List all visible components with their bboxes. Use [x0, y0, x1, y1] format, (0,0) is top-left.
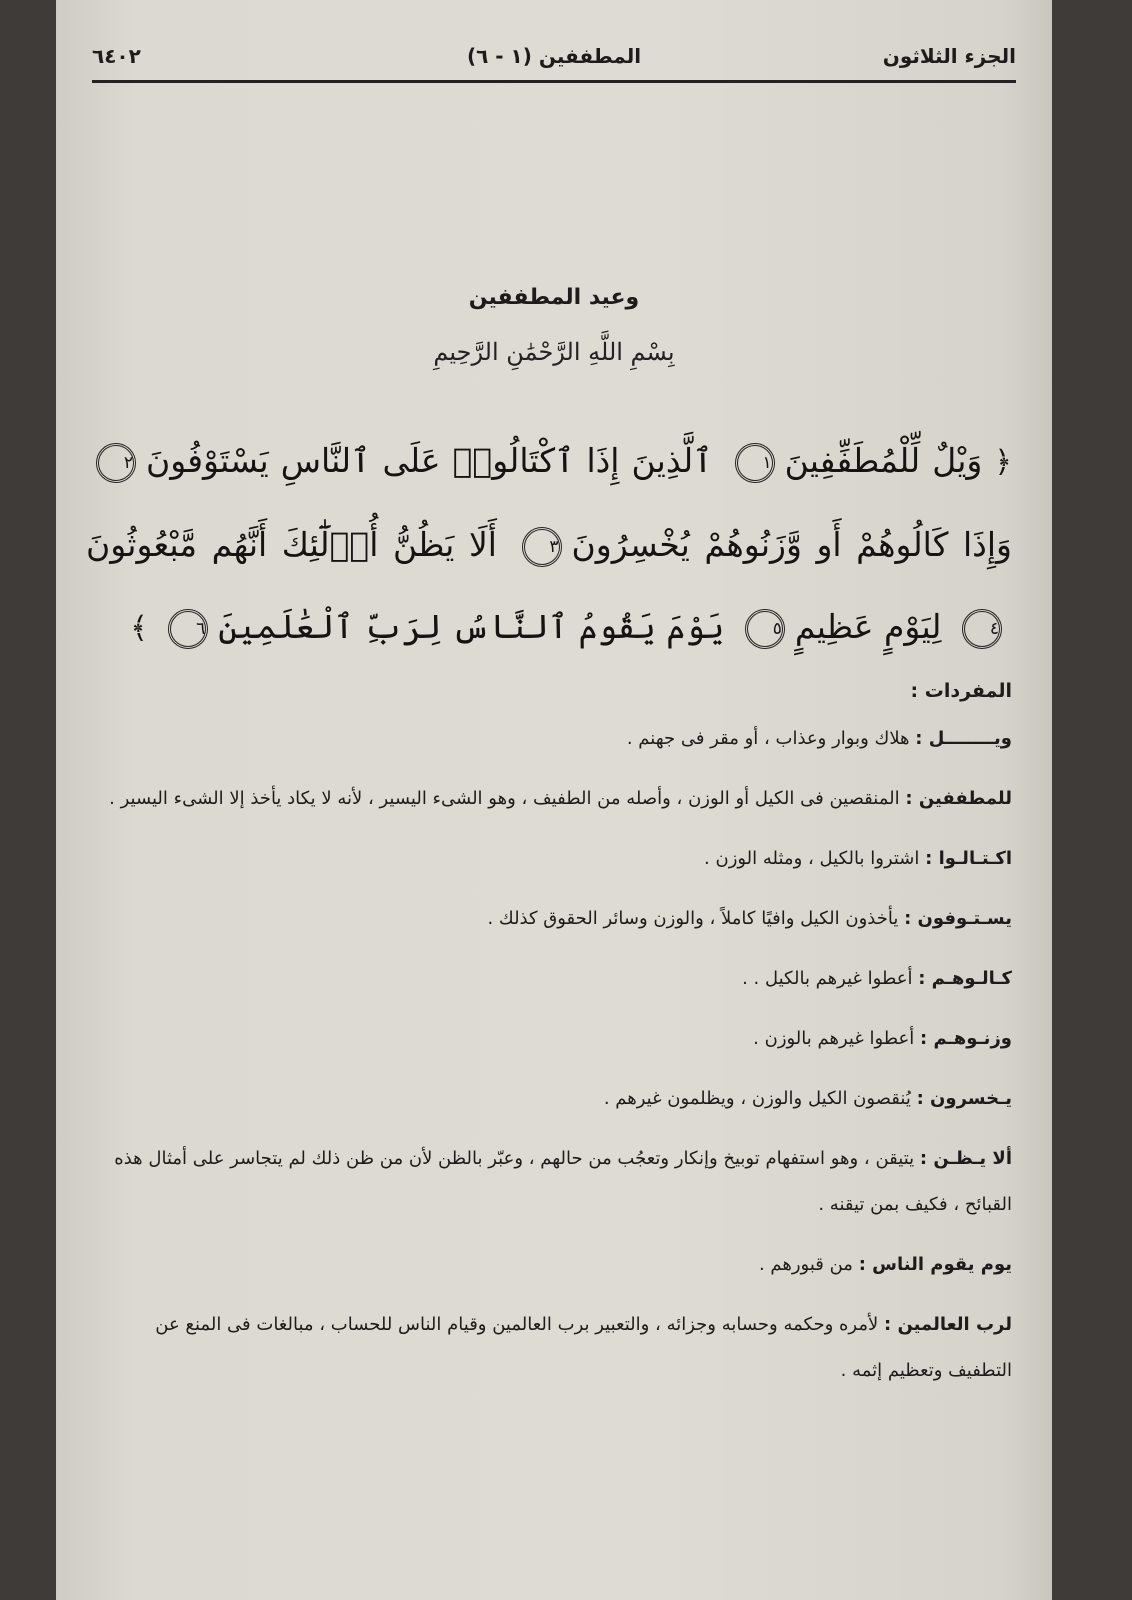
verse-text: ٱلَّذِينَ إِذَا ٱكْتَالُوا۟ عَلَى ٱلنَّاسِ يَسْتَوْفُونَ	[146, 441, 713, 480]
verse-number-marker: ٢	[96, 443, 136, 483]
page-number: ٦٤٠٢	[92, 44, 141, 68]
glossary-term: يـخسرون :	[916, 1088, 1012, 1109]
book-page	[56, 0, 1052, 1600]
open-ornate-bracket-icon: ﴿	[994, 445, 1012, 480]
verse-text: لِيَوْمٍ عَظِيمٍ	[794, 607, 942, 646]
verse-number-marker: ٣	[522, 527, 562, 567]
section-title: وعيد المطففين	[468, 285, 640, 310]
glossary-term: كـالـوهـم :	[918, 968, 1012, 989]
glossary-term: للمطففين :	[905, 788, 1012, 809]
basmala: بِسْمِ اللَّهِ الرَّحْمَٰنِ الرَّحِيمِ	[433, 338, 675, 366]
part-label: الجزء الثلاثون	[882, 44, 1016, 68]
glossary-term: يوم يقوم الناس :	[858, 1254, 1012, 1275]
glossary-definition: يتيقن ، وهو استفهام توبيخ وإنكار وتعجُب من حالهم ، وعبّر بالظن لأن من ظن ذلك لم يتجاسر على أمثال هذه القبائح ، فكيف بمن تيقنه .	[114, 1148, 1012, 1215]
glossary-entry	[86, 1136, 1012, 1228]
verse-text: وَيْلٌ لِّلْمُطَفِّفِينَ	[784, 441, 983, 480]
glossary-entry	[86, 836, 1012, 882]
glossary-entry	[86, 1076, 1012, 1122]
glossary-definition: المنقصين فى الكيل أو الوزن ، وأصله من الطفيف ، وهو الشىء اليسير ، لأنه لا يكاد يأخذ إلا الشىء اليسير .	[109, 788, 900, 809]
glossary-entry	[86, 1016, 1012, 1062]
header-rule	[92, 80, 1016, 83]
glossary-definition: اشتروا بالكيل ، ومثله الوزن .	[704, 848, 920, 869]
verse-number-marker: ٦	[168, 609, 208, 649]
glossary-definition: هلاك وبوار وعذاب ، أو مقر فى جهنم .	[626, 728, 910, 749]
glossary-term: لرب العالمين :	[884, 1314, 1012, 1335]
glossary-definition: يُنقصون الكيل والوزن ، ويظلمون غيرهم .	[603, 1088, 911, 1109]
running-header	[92, 40, 1016, 76]
verse-number-marker: ٥	[745, 609, 785, 649]
glossary-term: وزنـوهـم :	[920, 1028, 1012, 1049]
glossary-heading: المفردات :	[910, 680, 1012, 702]
glossary-term: ألا يـظـن :	[919, 1148, 1012, 1169]
glossary-definition: من قبورهم .	[758, 1254, 853, 1275]
glossary-term: ويــــــــل :	[915, 728, 1012, 749]
verse-number-marker: ١	[735, 443, 775, 483]
glossary-entry	[86, 716, 1012, 762]
glossary-term: يسـتـوفون :	[904, 908, 1012, 929]
glossary-entry	[86, 1242, 1012, 1288]
verse-text: وَإِذَا كَالُوهُمْ أَو وَّزَنُوهُمْ يُخْسِرُونَ	[571, 525, 1012, 564]
quran-verses	[86, 420, 1012, 670]
verse-text: يَوْمَ يَقُومُ ٱلنَّاسُ لِرَبِّ ٱلْعَٰلَمِينَ	[218, 607, 725, 646]
glossary-entry	[86, 956, 1012, 1002]
glossary-entry	[86, 1302, 1012, 1394]
close-ornate-bracket-icon: ﴾	[130, 611, 148, 646]
glossary	[86, 680, 1012, 1408]
glossary-entry	[86, 776, 1012, 822]
glossary-definition: أعطوا غيرهم بالوزن .	[753, 1028, 915, 1049]
glossary-entry	[86, 896, 1012, 942]
glossary-definition: لأمره وحكمه وحسابه وجزائه ، والتعبير برب العالمين وقيام الناس للحساب ، مبالغات فى المنع عن التطفيف وتعظيم إثمه .	[155, 1314, 1012, 1381]
verse-text: أَلَا يَظُنُّ أُو۟لَٰٓئِكَ أَنَّهُم مَّبْعُوثُونَ	[86, 525, 497, 564]
verse-number-marker: ٤	[962, 609, 1002, 649]
surah-range: المطففين (١ - ٦)	[466, 44, 642, 68]
glossary-definition: أعطوا غيرهم بالكيل . .	[742, 968, 913, 989]
glossary-term: اكـتـالـوا :	[925, 848, 1012, 869]
glossary-definition: يأخذون الكيل وافيًا كاملاً ، والوزن وسائر الحقوق كذلك .	[487, 908, 899, 929]
